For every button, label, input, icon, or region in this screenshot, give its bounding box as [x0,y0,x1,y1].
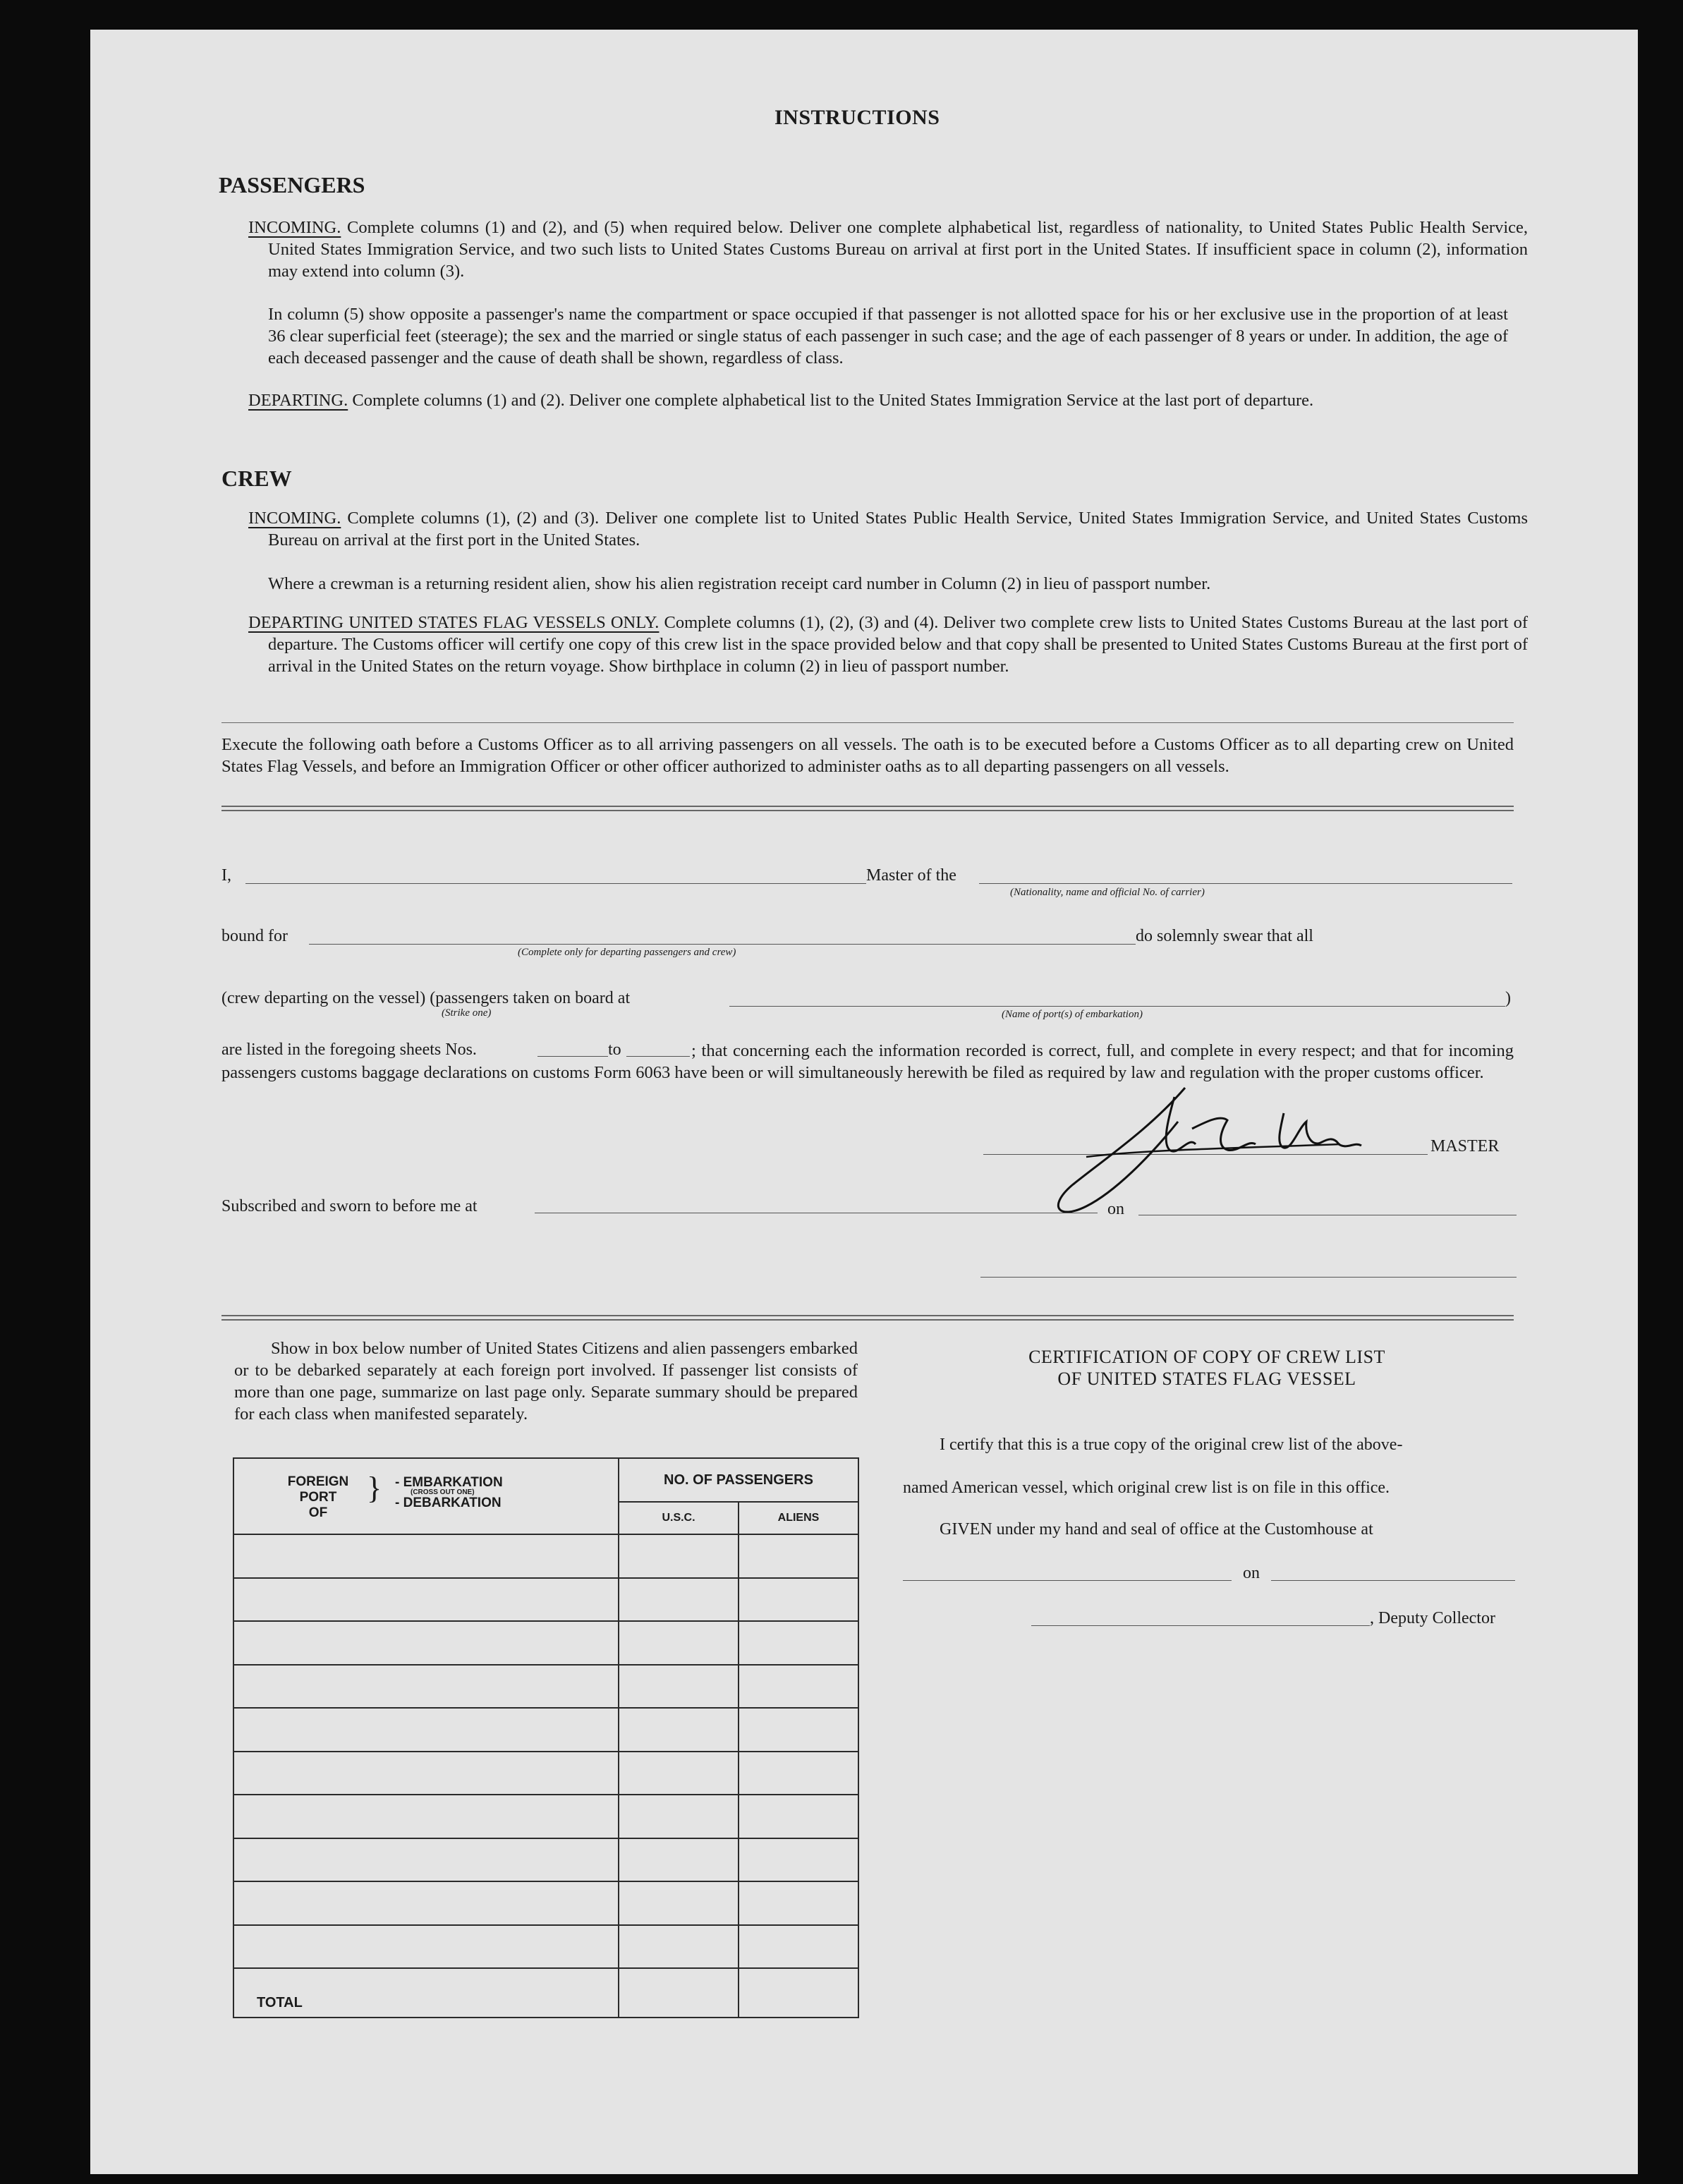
usc-cell[interactable] [619,1534,739,1578]
certification-heading [900,1346,1514,1390]
usc-cell[interactable] [619,1708,739,1752]
master-of-the-label: Master of the [866,866,956,885]
carrier-caption: (Nationality, name and official No. of carrier) [1010,887,1205,898]
passengers-heading: PASSENGERS [219,172,365,198]
master-name-line[interactable] [245,883,866,884]
cross-out-one-label: (CROSS OUT ONE) [411,1488,475,1496]
table-row [233,1925,858,1969]
passengers-incoming-text: Complete columns (1) and (2), and (5) when required below. Deliver one complete alphabetical list, regardless of nationality, to United States Public Health Service, United States Immigration Service, and two such lists to United States Customs Bureau on arrival at first port in the United States. If insufficient space in column (2), information may extend into column (3). [268,218,1528,281]
port-cell[interactable] [233,1838,619,1882]
usc-cell[interactable] [619,1752,739,1795]
usc-cell[interactable] [619,1795,739,1838]
crew-departing-paragraph [248,612,1528,677]
usc-cell[interactable] [619,1621,739,1665]
passengers-departing-text: Complete columns (1) and (2). Deliver one complete alphabetical list to the United States Immigration Service at the last port of departure. [348,391,1314,410]
passengers-departing-label: DEPARTING. [248,391,348,410]
port-cell[interactable] [233,1708,619,1752]
divider [221,1315,1514,1316]
no-of-passengers-header: NO. OF PASSENGERS [619,1458,858,1502]
given-text: GIVEN under my hand and seal of office at the Customhouse at [940,1520,1373,1539]
oath-statement: ; that concerning each the information recorded is correct, full, and complete in every respect; and that for incoming passengers customs baggage declarations on customs Form 6063 have been or will simultaneously herewith be filed as required by law and regulation with the proper customs officer. [221,1041,1514,1082]
header-foreign: FOREIGN [287,1474,349,1489]
brace-glyph: } [367,1471,382,1505]
certify-text-line-1: I certify that this is a true copy of the original crew list of the above- [940,1436,1403,1454]
crew-heading: CREW [221,466,292,491]
aliens-cell[interactable] [739,1621,858,1665]
crew-passengers-label: (crew departing on the vessel) (passengers taken on board at [221,989,631,1007]
carrier-line[interactable] [979,883,1512,884]
foreign-port-header [233,1458,619,1534]
usc-cell[interactable] [619,1578,739,1622]
table-row [233,1752,858,1795]
divider [221,722,1514,723]
strike-one-caption: (Strike one) [442,1007,492,1019]
passengers-incoming-paragraph [248,217,1528,282]
crew-incoming-text: Complete columns (1), (2) and (3). Deliver one complete list to United States Public Health Service, United States Immigration Service, and United States Customs Bureau on arrival at the first port in the United States. [268,509,1528,550]
bound-for-line[interactable] [309,944,1136,945]
usc-cell[interactable] [619,1665,739,1709]
port-cell[interactable] [233,1621,619,1665]
port-caption: (Name of port(s) of embarkation) [1002,1009,1143,1020]
aliens-cell[interactable] [739,1795,858,1838]
aliens-cell[interactable] [739,1578,858,1622]
bound-for-caption: (Complete only for departing passengers and crew) [518,947,736,958]
customhouse-line[interactable] [903,1580,1232,1581]
certification-on-label: on [1243,1564,1260,1582]
certification-heading-line-2: OF UNITED STATES FLAG VESSEL [1057,1369,1356,1389]
usc-header: U.S.C. [619,1502,739,1534]
crew-departing-text: Complete columns (1), (2), (3) and (4). Deliver two complete crew lists to United States Customs Bureau at the last port of departure. The Customs officer will certify one copy of this crew list in the space provided below and that copy shall be presented to United States Customs Bureau at the first port of arrival in the United States on the return voyage. Show birthplace in column (2) in lieu of passport number. [268,613,1528,676]
table-row [233,1665,858,1709]
table-row [233,1708,858,1752]
port-cell[interactable] [233,1881,619,1925]
debarkation-label: - DEBARKATION [395,1496,502,1510]
crew-departing-label: DEPARTING UNITED STATES FLAG VESSELS ONLY. [248,613,660,632]
deputy-collector-line[interactable] [1031,1625,1370,1626]
passengers-column5-paragraph: In column (5) show opposite a passenger's name the compartment or space occupied if that passenger is not allotted space for his or her exclusive use in the proportion of at least 36 clear superficial feet (steerage); the sex and the married or single status of each passenger in such case; and the age of each passenger of 8 years or under. In addition, the age of each deceased passenger and the cause of death shall be shown, regardless of class. [268,305,1508,368]
deputy-collector-label: , Deputy Collector [1370,1609,1495,1627]
oath-intro: Execute the following oath before a Customs Officer as to all arriving passengers on all vessels. The oath is to be executed before a Customs Officer as to all departing crew on United States Flag Vessels, and before an Immigration Officer or other officer authorized to administer oaths as to all departing passengers on all vessels. [221,735,1514,776]
summary-instructions: Show in box below number of United States Citizens and alien passengers embarked or to be debarked separately at each foreign port involved. If passenger list consists of more than one page, summarize on last page only. Separate summary should be prepared for each class when manifested separately. [234,1339,858,1424]
subscribed-label: Subscribed and sworn to before me at [221,1197,478,1215]
passengers-departing-paragraph [248,389,1528,411]
crew-incoming-label: INCOMING. [248,509,341,528]
total-label: TOTAL [233,1968,619,2018]
certification-date-line[interactable] [1271,1580,1515,1581]
embarkation-label: - EMBARKATION [395,1475,503,1490]
aliens-cell[interactable] [739,1708,858,1752]
table-row [233,1795,858,1838]
table-row [233,1578,858,1622]
passenger-summary-table [233,1457,859,2018]
certify-text-line-2: named American vessel, which original crew list is on file in this office. [903,1479,1390,1497]
divider [221,1319,1514,1321]
table-row [233,1838,858,1882]
aliens-total-cell[interactable] [739,1968,858,2018]
total-row [233,1968,858,2018]
crew-returning-paragraph: Where a crewman is a returning resident alien, show his alien registration receipt card number in Column (2) in lieu of passport number. [268,574,1211,593]
port-cell[interactable] [233,1795,619,1838]
aliens-cell[interactable] [739,1881,858,1925]
oath-i-label: I, [221,866,231,885]
usc-cell[interactable] [619,1925,739,1969]
close-paren: ) [1505,989,1511,1007]
port-cell[interactable] [233,1925,619,1969]
handwritten-signature [1044,1079,1411,1220]
usc-cell[interactable] [619,1881,739,1925]
usc-cell[interactable] [619,1838,739,1882]
page-title: INSTRUCTIONS [774,106,940,129]
certification-heading-line-1: CERTIFICATION OF COPY OF CREW LIST [1028,1347,1385,1367]
aliens-cell[interactable] [739,1838,858,1882]
usc-total-cell[interactable] [619,1968,739,2018]
aliens-cell[interactable] [739,1752,858,1795]
aliens-cell[interactable] [739,1925,858,1969]
sheets-label: are listed in the foregoing sheets Nos. [221,1041,477,1059]
port-cell[interactable] [233,1578,619,1622]
embarkation-port-line[interactable] [729,1006,1505,1007]
divider [221,806,1514,807]
solemnly-swear-label: do solemnly swear that all [1136,927,1313,945]
port-cell[interactable] [233,1752,619,1795]
sworn-on-label: on [1107,1200,1124,1218]
divider [221,810,1514,811]
to-label: to [608,1041,621,1059]
crew-incoming-paragraph [248,507,1528,551]
passengers-incoming-label: INCOMING. [248,218,341,237]
port-cell[interactable] [233,1534,619,1578]
table-row [233,1881,858,1925]
bound-for-label: bound for [221,927,288,945]
officer-signature-line[interactable] [980,1277,1517,1278]
aliens-cell[interactable] [739,1534,858,1578]
header-port: PORT [299,1490,337,1505]
table-row [233,1534,858,1578]
aliens-cell[interactable] [739,1665,858,1709]
header-of: OF [308,1505,328,1520]
master-label: MASTER [1430,1137,1500,1155]
aliens-header: ALIENS [739,1502,858,1534]
port-cell[interactable] [233,1665,619,1709]
table-row [233,1621,858,1665]
